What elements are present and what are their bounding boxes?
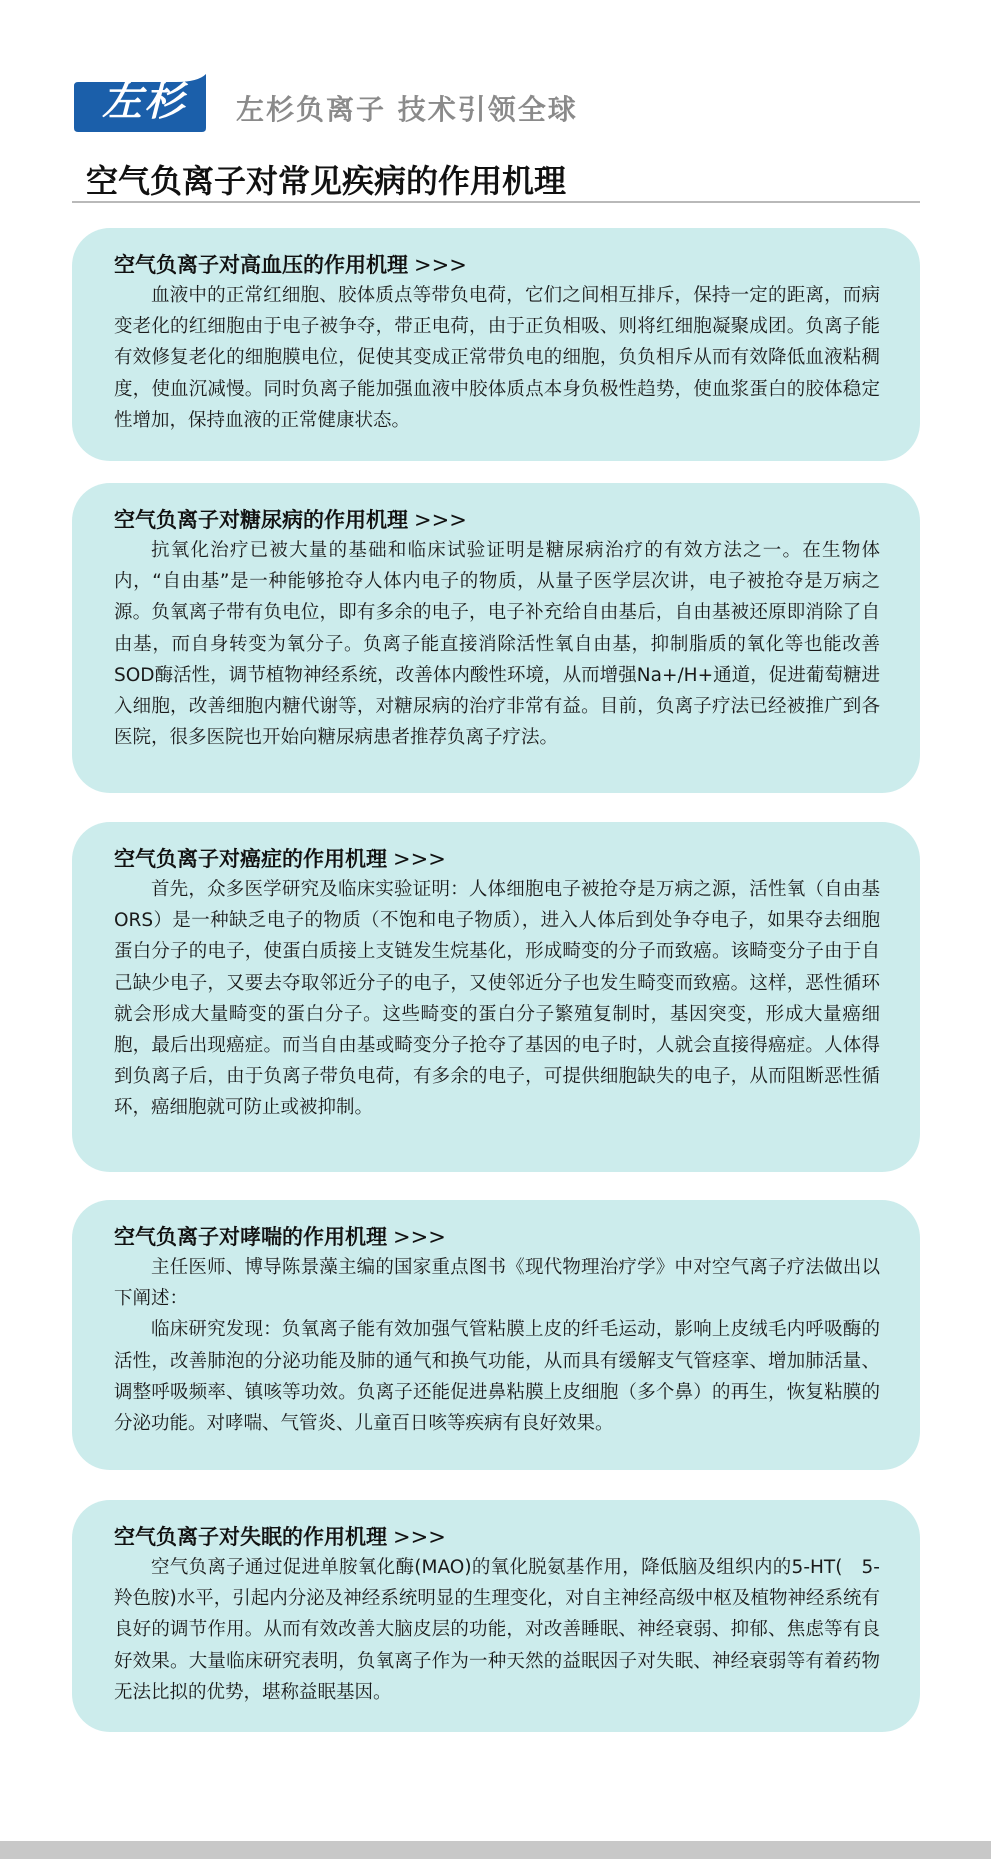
section-body — [114, 280, 880, 436]
arrows-icon: >>> — [414, 508, 467, 532]
arrows-icon: >>> — [393, 1525, 446, 1549]
section-body — [114, 1252, 880, 1439]
section-body — [114, 535, 880, 753]
section-card-asthma — [72, 1200, 920, 1470]
section-card-diabetes — [72, 483, 920, 793]
arrows-icon: >>> — [393, 1225, 446, 1249]
section-title: 空气负离子对失眠的作用机理 >>> — [114, 1525, 446, 1549]
footer-bar — [0, 1841, 991, 1859]
brand-logo — [72, 72, 216, 134]
title-divider — [72, 201, 920, 203]
section-body — [114, 1552, 880, 1708]
arrows-icon: >>> — [393, 847, 446, 871]
section-card-hypertension — [72, 228, 920, 461]
section-paragraph: 抗氧化治疗已被大量的基础和临床试验证明是糖尿病治疗的有效方法之一。在生物体内，“自由基”是一种能够抢夺人体内电子的物质，从量子医学层次讲，电子被抢夺是万病之源。负氧离子带有负电位，即有多余的电子，电子补充给自由基后，自由基被还原即消除了自由基，而自身转变为氧分子。负离子能直接消除活性氧自由基，抑制脂质的氧化等也能改善SOD酶活性，调节植物神经系统，改善体内酸性环境，从而增强Na+/H+通道，促进葡萄糖进入细胞，改善细胞内糖代谢等，对糖尿病的治疗非常有益。目前，负离子疗法已经被推广到各医院，很多医院也开始向糖尿病患者推荐负离子疗法。 — [114, 540, 880, 749]
section-paragraph: 临床研究发现：负氧离子能有效加强气管粘膜上皮的纤毛运动，影响上皮绒毛内呼吸酶的活性，改善肺泡的分泌功能及肺的通气和换气功能，从而具有缓解支气管痉挛、增加肺活量、调整呼吸频率、镇咳等功效。负离子还能促进鼻粘膜上皮细胞（多个鼻）的再生，恢复粘膜的分泌功能。对哮喘、气管炎、儿童百日咳等疾病有良好效果。 — [114, 1319, 880, 1435]
section-card-insomnia — [72, 1500, 920, 1732]
section-paragraph: 首先，众多医学研究及临床实验证明：人体细胞电子被抢夺是万病之源，活性氧（自由基ORS）是一种缺乏电子的物质（不饱和电子物质），进入人体后到处争夺电子，如果夺去细胞蛋白分子的电子，使蛋白质接上支链发生烷基化，形成畸变的分子而致癌。该畸变分子由于自己缺少电子，又要去夺取邻近分子的电子，又使邻近分子也发生畸变而致癌。这样，恶性循环就会形成大量畸变的蛋白分子。这些畸变的蛋白分子繁殖复制时，基因突变，形成大量癌细胞，最后出现癌症。而当自由基或畸变分子抢夺了基因的电子时，人就会直接得癌症。人体得到负离子后，由于负离子带负电荷，有多余的电子，可提供细胞缺失的电子，从而阻断恶性循环，癌细胞就可防止或被抑制。 — [114, 879, 880, 1119]
section-title: 空气负离子对癌症的作用机理 >>> — [114, 847, 446, 871]
section-title: 空气负离子对哮喘的作用机理 >>> — [114, 1225, 446, 1249]
section-paragraph: 血液中的正常红细胞、胶体质点等带负电荷，它们之间相互排斥，保持一定的距离，而病变老化的红细胞由于电子被争夺，带正电荷，由于正负相吸、则将红细胞凝聚成团。负离子能有效修复老化的细胞膜电位，促使其变成正常带负电的细胞，负负相斥从而有效降低血液粘稠度，使血沉减慢。同时负离子能加强血液中胶体质点本身负极性趋势，使血浆蛋白的胶体稳定性增加，保持血液的正常健康状态。 — [114, 285, 880, 431]
arrows-icon: >>> — [414, 253, 467, 277]
section-body — [114, 874, 880, 1124]
page-title: 空气负离子对常见疾病的作用机理 — [86, 162, 567, 200]
section-title: 空气负离子对糖尿病的作用机理 >>> — [114, 508, 467, 532]
section-paragraph: 空气负离子通过促进单胺氧化酶(MAO)的氧化脱氨基作用，降低脑及组织内的5-HT( 5-羚色胺)水平，引起内分泌及神经系统明显的生理变化，对自主神经高级中枢及植物神经系统有良好的调节作用。从而有效改善大脑皮层的功能，对改善睡眠、神经衰弱、抑郁、焦虑等有良好效果。大量临床研究表明，负氧离子作为一种天然的益眠因子对失眠、神经衰弱等有着药物无法比拟的优势，堪称益眠基因。 — [114, 1557, 880, 1703]
brand-slogan: 左杉负离子 技术引领全球 — [236, 93, 578, 126]
section-title: 空气负离子对高血压的作用机理 >>> — [114, 253, 467, 277]
section-paragraph: 主任医师、博导陈景藻主编的国家重点图书《现代物理治疗学》中对空气离子疗法做出以下阐述： — [114, 1257, 880, 1310]
logo-text: 左杉 — [102, 79, 186, 125]
section-card-cancer — [72, 822, 920, 1172]
